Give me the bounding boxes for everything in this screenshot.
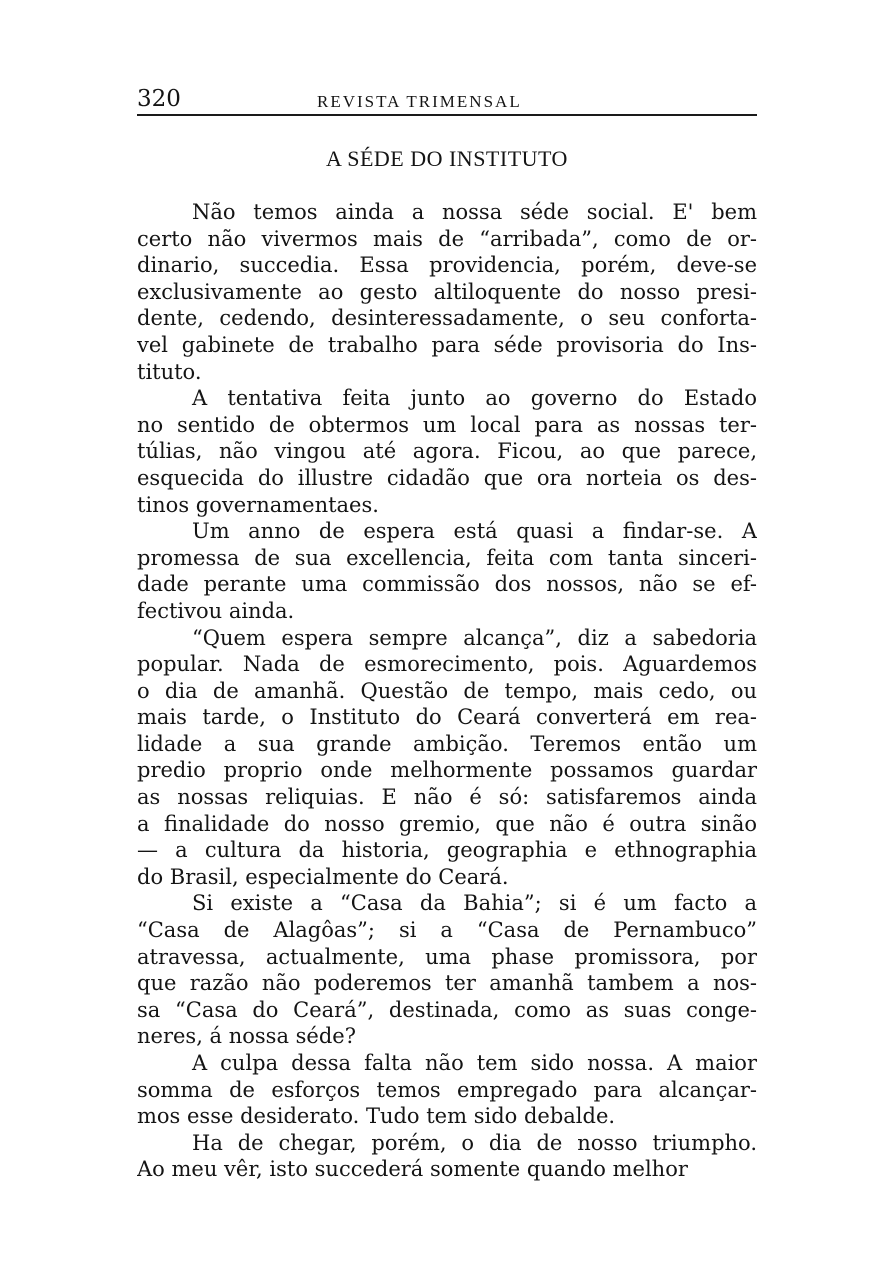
article-title: A SÉDE DO INSTITUTO — [326, 146, 568, 171]
text-line: “Quem espera sempre alcança”, diz a sabedoria — [192, 625, 757, 650]
paragraph — [137, 518, 757, 624]
text-line: mais tarde, o Instituto do Ceará converterá em rea- — [137, 705, 757, 730]
text-line: sa “Casa do Ceará”, destinada, como as suas conge- — [137, 997, 757, 1022]
text-line: túlias, não vingou até agora. Ficou, ao que parece, — [137, 439, 757, 464]
text-line: no sentido de obtermos um local para as nossas ter- — [137, 412, 757, 437]
text-line: tinos governamentaes. — [137, 492, 379, 517]
text-line: que razão não poderemos ter amanhã tambem a nos- — [137, 971, 757, 996]
text-line: neres, á nossa séde? — [137, 1024, 356, 1049]
text-line: o dia de amanhã. Questão de tempo, mais cedo, ou — [137, 678, 757, 703]
text-line: exclusivamente ao gesto altiloquente do nosso presi- — [137, 279, 757, 304]
page-number: 320 — [137, 86, 181, 112]
text-line: mos esse desiderato. Tudo tem sido debalde. — [137, 1104, 616, 1129]
text-line: A culpa dessa falta não tem sido nossa. A maior — [192, 1051, 757, 1075]
text-line: popular. Nada de esmorecimento, pois. Aguardemos — [137, 652, 757, 677]
text-line: tituto. — [137, 359, 202, 384]
text-line: a finalidade do nosso gremio, que não é outra sinão — [137, 811, 757, 836]
text-line: Um anno de espera está quasi a findar-se. A — [192, 519, 757, 544]
text-line: esquecida do illustre cidadão que ora norteia os des- — [137, 465, 757, 490]
text-line: dinario, succedia. Essa providencia, porém, deve-se — [137, 253, 757, 278]
paragraph — [137, 1130, 757, 1183]
text-line: A tentativa feita junto ao governo do Estado — [192, 386, 757, 411]
text-line: Ha de chegar, porém, o dia de nosso triumpho. — [192, 1130, 757, 1155]
text-line: “Casa de Alagôas”; si a “Casa de Pernambuco” — [137, 918, 757, 943]
article-body — [137, 199, 757, 1183]
running-head — [137, 84, 757, 114]
paragraph — [137, 890, 757, 1050]
header-rule — [137, 114, 757, 116]
text-line: predio proprio onde melhormente possamos guardar — [137, 758, 757, 783]
book-page — [137, 84, 757, 1183]
text-line: Ao meu vêr, isto succederá somente quando melhor — [137, 1157, 688, 1182]
text-line: atravessa, actualmente, uma phase promissora, por — [137, 944, 757, 969]
paragraph — [137, 625, 757, 891]
paragraph — [137, 1050, 757, 1130]
text-line: fectivou ainda. — [137, 598, 295, 623]
text-line: somma de esforços temos empregado para alcançar- — [137, 1077, 757, 1102]
text-line: Si existe a “Casa da Bahia”; si é um facto a — [192, 891, 757, 916]
text-line: dente, cedendo, desinteressadamente, o seu conforta- — [137, 306, 757, 331]
text-line: as nossas reliquias. E não é só: satisfaremos ainda — [137, 785, 757, 810]
text-line: vel gabinete de trabalho para séde provisoria do Ins- — [137, 332, 757, 357]
text-line: Não temos ainda a nossa séde social. E' bem — [192, 200, 757, 224]
text-line: do Brasil, especialmente do Ceará. — [137, 864, 509, 889]
text-line: dade perante uma commissão dos nossos, não se ef- — [137, 572, 757, 597]
text-line: — a cultura da historia, geographia e ethnographia — [137, 838, 757, 863]
text-line: promessa de sua excellencia, feita com tanta sinceri- — [137, 545, 757, 570]
text-line: lidade a sua grande ambição. Teremos então um — [137, 731, 757, 756]
paragraph — [137, 199, 757, 385]
text-line: certo não vivermos mais de “arribada”, como de or- — [137, 226, 757, 251]
paragraph — [137, 385, 757, 518]
journal-title: REVISTA TRIMENSAL — [317, 92, 522, 111]
